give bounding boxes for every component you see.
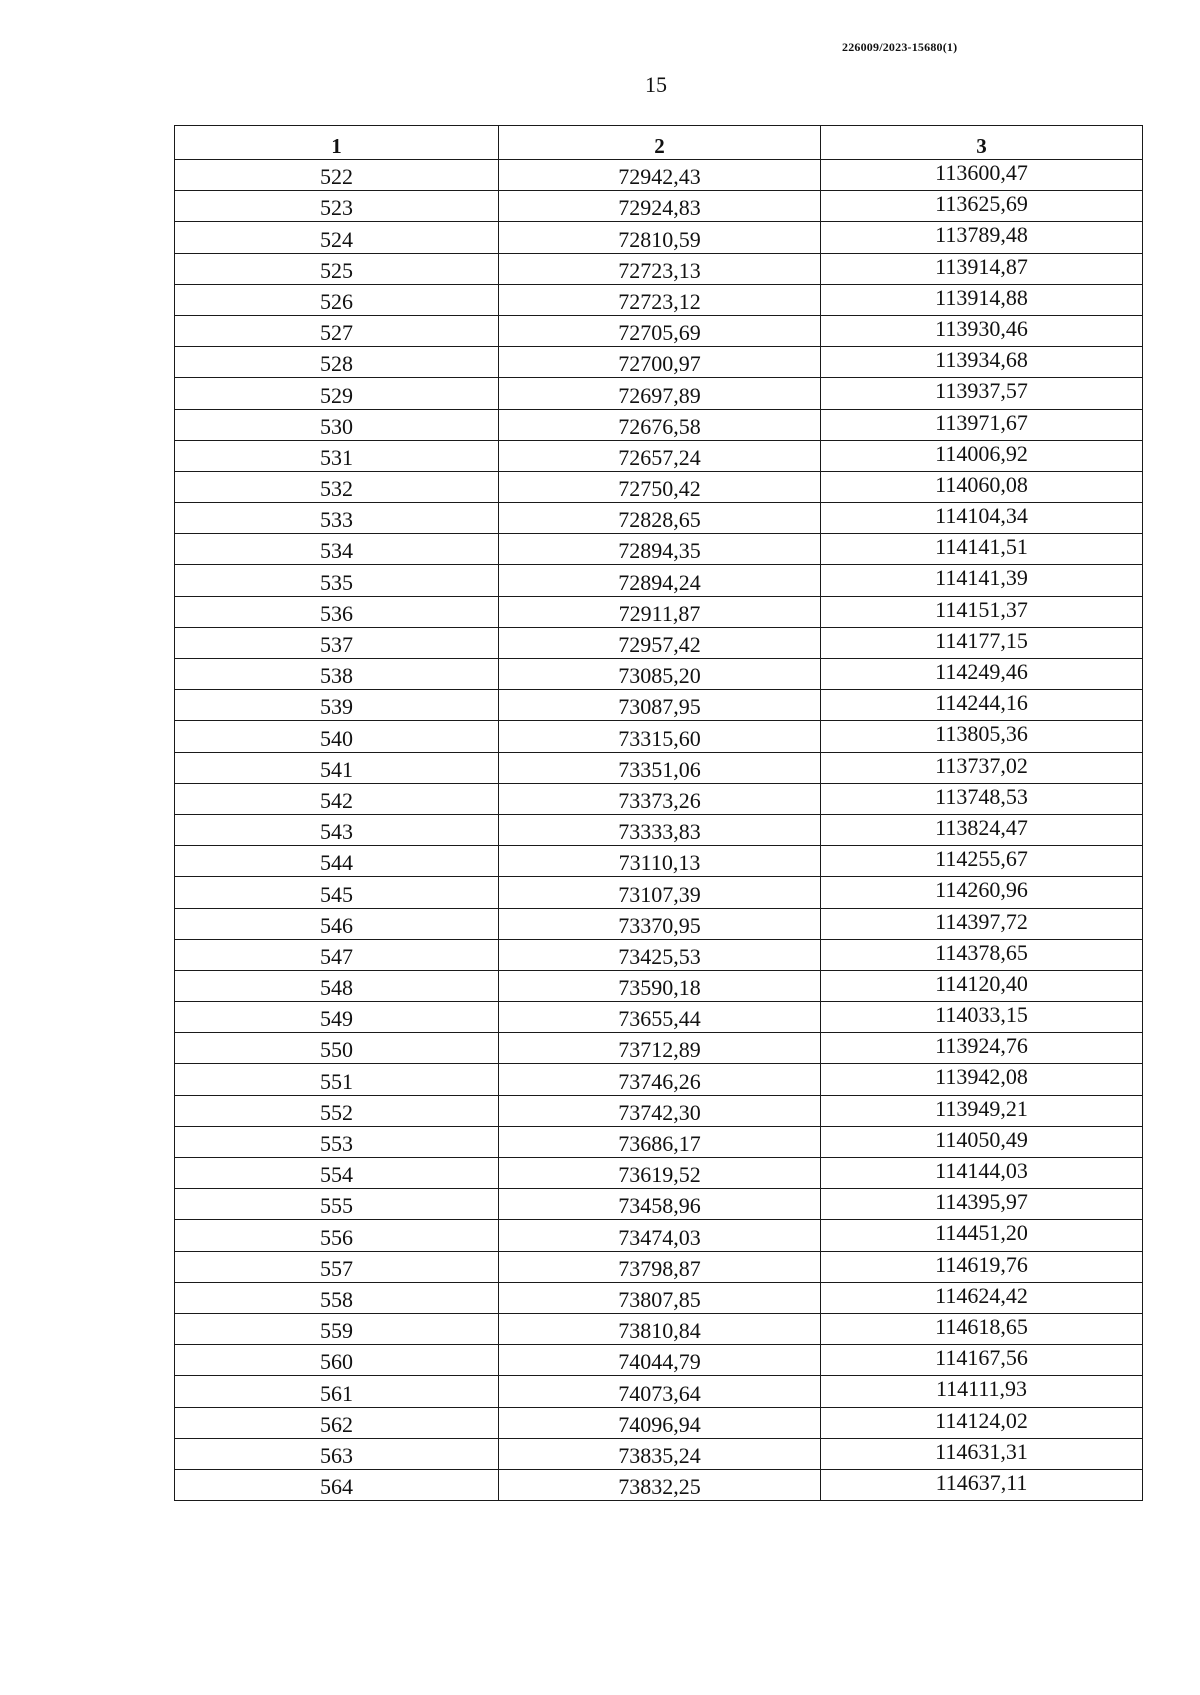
table-row [175, 191, 1143, 222]
table-cell-col-2: 73590,18 [499, 970, 821, 1001]
table-cell-col-1: 534 [175, 534, 499, 565]
table-cell-col-1: 536 [175, 596, 499, 627]
table-row [175, 1095, 1143, 1126]
table-cell-col-3: 114006,92 [821, 440, 1143, 471]
table-cell-col-1: 535 [175, 565, 499, 596]
table-cell-col-1: 532 [175, 471, 499, 502]
table-cell-col-2: 73085,20 [499, 659, 821, 690]
table-cell-col-3: 113748,53 [821, 783, 1143, 814]
table-row [175, 1158, 1143, 1189]
table-cell-col-2: 73351,06 [499, 752, 821, 783]
table-cell-col-1: 556 [175, 1220, 499, 1251]
header-row [175, 126, 1143, 160]
table-cell-col-1: 543 [175, 814, 499, 845]
table-row [175, 1126, 1143, 1157]
table-cell-col-3: 114060,08 [821, 471, 1143, 502]
table-cell-col-3: 113914,87 [821, 253, 1143, 284]
table-row [175, 440, 1143, 471]
table-cell-col-1: 562 [175, 1407, 499, 1438]
table-cell-col-3: 114255,67 [821, 846, 1143, 877]
table-cell-col-1: 554 [175, 1158, 499, 1189]
table-cell-col-2: 72700,97 [499, 347, 821, 378]
table-cell-col-2: 73425,53 [499, 939, 821, 970]
table-cell-col-1: 561 [175, 1376, 499, 1407]
table-cell-col-2: 73712,89 [499, 1033, 821, 1064]
table-cell-col-2: 73107,39 [499, 877, 821, 908]
table-cell-col-3: 114167,56 [821, 1345, 1143, 1376]
table-cell-col-3: 114144,03 [821, 1158, 1143, 1189]
coordinates-table [174, 125, 1143, 1501]
table-row [175, 284, 1143, 315]
table-cell-col-2: 72894,24 [499, 565, 821, 596]
table-row [175, 1220, 1143, 1251]
table-cell-col-3: 113924,76 [821, 1033, 1143, 1064]
table-cell-col-2: 73110,13 [499, 846, 821, 877]
table-cell-col-3: 113737,02 [821, 752, 1143, 783]
table-cell-col-3: 114378,65 [821, 939, 1143, 970]
table-row [175, 378, 1143, 409]
table-cell-col-1: 522 [175, 160, 499, 191]
table-cell-col-3: 113942,08 [821, 1064, 1143, 1095]
table-cell-col-3: 114619,76 [821, 1251, 1143, 1282]
table-row [175, 1189, 1143, 1220]
table-row [175, 1002, 1143, 1033]
table-cell-col-3: 114249,46 [821, 659, 1143, 690]
table-cell-col-2: 72911,87 [499, 596, 821, 627]
table-row [175, 970, 1143, 1001]
table-row [175, 565, 1143, 596]
table-cell-col-2: 73835,24 [499, 1438, 821, 1469]
table-cell-col-3: 114631,31 [821, 1438, 1143, 1469]
table-cell-col-3: 113930,46 [821, 315, 1143, 346]
table-cell-col-1: 533 [175, 503, 499, 534]
table-cell-col-2: 73655,44 [499, 1002, 821, 1033]
table-cell-col-2: 72657,24 [499, 440, 821, 471]
table-row [175, 1407, 1143, 1438]
table-cell-col-3: 114104,34 [821, 503, 1143, 534]
table-row [175, 752, 1143, 783]
table-row [175, 1438, 1143, 1469]
table-cell-col-3: 113934,68 [821, 347, 1143, 378]
table-cell-col-1: 530 [175, 409, 499, 440]
table-cell-col-2: 73315,60 [499, 721, 821, 752]
table-cell-col-3: 114151,37 [821, 596, 1143, 627]
table-cell-col-1: 541 [175, 752, 499, 783]
table-cell-col-1: 558 [175, 1282, 499, 1313]
table-cell-col-2: 72828,65 [499, 503, 821, 534]
table-cell-col-3: 113805,36 [821, 721, 1143, 752]
table-cell-col-3: 114618,65 [821, 1313, 1143, 1344]
table-cell-col-3: 114637,11 [821, 1469, 1143, 1500]
table-row [175, 596, 1143, 627]
table-cell-col-3: 114141,39 [821, 565, 1143, 596]
table-cell-col-1: 564 [175, 1469, 499, 1500]
table-cell-col-3: 114451,20 [821, 1220, 1143, 1251]
table-cell-col-2: 72697,89 [499, 378, 821, 409]
table-cell-col-2: 73807,85 [499, 1282, 821, 1313]
table-body [175, 160, 1143, 1501]
table-cell-col-3: 113971,67 [821, 409, 1143, 440]
table-row [175, 1469, 1143, 1500]
table-cell-col-2: 74073,64 [499, 1376, 821, 1407]
table-cell-col-1: 542 [175, 783, 499, 814]
table-cell-col-1: 560 [175, 1345, 499, 1376]
table-row [175, 1282, 1143, 1313]
table-row [175, 534, 1143, 565]
table-row [175, 1064, 1143, 1095]
table-cell-col-2: 72957,42 [499, 627, 821, 658]
table-cell-col-2: 73333,83 [499, 814, 821, 845]
table-cell-col-1: 548 [175, 970, 499, 1001]
table-cell-col-2: 72750,42 [499, 471, 821, 502]
table-cell-col-1: 551 [175, 1064, 499, 1095]
table-cell-col-3: 113914,88 [821, 284, 1143, 315]
table-cell-col-2: 72942,43 [499, 160, 821, 191]
table-cell-col-1: 525 [175, 253, 499, 284]
table-cell-col-2: 73798,87 [499, 1251, 821, 1282]
table-cell-col-2: 73746,26 [499, 1064, 821, 1095]
table-cell-col-1: 546 [175, 908, 499, 939]
column-header-2: 2 [499, 126, 821, 160]
table-cell-col-3: 113824,47 [821, 814, 1143, 845]
table-cell-col-2: 73619,52 [499, 1158, 821, 1189]
table-cell-col-3: 114177,15 [821, 627, 1143, 658]
table-cell-col-2: 73832,25 [499, 1469, 821, 1500]
table-cell-col-2: 73810,84 [499, 1313, 821, 1344]
table-cell-col-1: 550 [175, 1033, 499, 1064]
table-row [175, 939, 1143, 970]
table-row [175, 1251, 1143, 1282]
table-cell-col-1: 524 [175, 222, 499, 253]
table-cell-col-1: 545 [175, 877, 499, 908]
table-row [175, 347, 1143, 378]
table-row [175, 690, 1143, 721]
table-cell-col-1: 537 [175, 627, 499, 658]
table-cell-col-3: 114141,51 [821, 534, 1143, 565]
table-row [175, 908, 1143, 939]
table-cell-col-3: 114397,72 [821, 908, 1143, 939]
table-cell-col-3: 113937,57 [821, 378, 1143, 409]
table-cell-col-3: 113789,48 [821, 222, 1143, 253]
table-row [175, 1313, 1143, 1344]
table-cell-col-2: 73474,03 [499, 1220, 821, 1251]
table-row [175, 253, 1143, 284]
table-cell-col-3: 113949,21 [821, 1095, 1143, 1126]
table-cell-col-1: 540 [175, 721, 499, 752]
table-row [175, 222, 1143, 253]
table-cell-col-3: 114050,49 [821, 1126, 1143, 1157]
table-cell-col-2: 73370,95 [499, 908, 821, 939]
page-number: 15 [645, 72, 667, 97]
table-cell-col-1: 553 [175, 1126, 499, 1157]
table-row [175, 659, 1143, 690]
table-row [175, 315, 1143, 346]
table-row [175, 846, 1143, 877]
table-header [175, 126, 1143, 160]
table-cell-col-1: 526 [175, 284, 499, 315]
table-cell-col-1: 547 [175, 939, 499, 970]
table-cell-col-2: 74044,79 [499, 1345, 821, 1376]
table-cell-col-1: 555 [175, 1189, 499, 1220]
table-row [175, 877, 1143, 908]
table-cell-col-2: 72924,83 [499, 191, 821, 222]
table-cell-col-3: 114260,96 [821, 877, 1143, 908]
table-cell-col-1: 544 [175, 846, 499, 877]
table-cell-col-1: 523 [175, 191, 499, 222]
table-cell-col-1: 529 [175, 378, 499, 409]
table-cell-col-2: 73458,96 [499, 1189, 821, 1220]
table-row [175, 471, 1143, 502]
table-cell-col-3: 114120,40 [821, 970, 1143, 1001]
table-cell-col-2: 72676,58 [499, 409, 821, 440]
table-cell-col-1: 539 [175, 690, 499, 721]
table-cell-col-2: 72723,13 [499, 253, 821, 284]
table-row [175, 1376, 1143, 1407]
table-cell-col-1: 531 [175, 440, 499, 471]
table-cell-col-2: 73742,30 [499, 1095, 821, 1126]
table-cell-col-1: 563 [175, 1438, 499, 1469]
table-cell-col-3: 114033,15 [821, 1002, 1143, 1033]
document-code: 226009/2023-15680(1) [842, 40, 958, 54]
table-row [175, 783, 1143, 814]
table-cell-col-3: 114624,42 [821, 1282, 1143, 1313]
table-cell-col-3: 114244,16 [821, 690, 1143, 721]
column-header-3: 3 [821, 126, 1143, 160]
table-cell-col-1: 557 [175, 1251, 499, 1282]
table-cell-col-3: 113600,47 [821, 160, 1143, 191]
table-cell-col-2: 72705,69 [499, 315, 821, 346]
table-cell-col-1: 559 [175, 1313, 499, 1344]
table-cell-col-1: 527 [175, 315, 499, 346]
table-row [175, 160, 1143, 191]
table-cell-col-1: 552 [175, 1095, 499, 1126]
table-row [175, 503, 1143, 534]
table-row [175, 814, 1143, 845]
table-cell-col-2: 72723,12 [499, 284, 821, 315]
column-header-1: 1 [175, 126, 499, 160]
table-cell-col-2: 73087,95 [499, 690, 821, 721]
table-row [175, 1345, 1143, 1376]
table-cell-col-2: 74096,94 [499, 1407, 821, 1438]
table-cell-col-2: 73686,17 [499, 1126, 821, 1157]
table-cell-col-3: 113625,69 [821, 191, 1143, 222]
table-cell-col-1: 528 [175, 347, 499, 378]
table-cell-col-3: 114124,02 [821, 1407, 1143, 1438]
table-row [175, 721, 1143, 752]
table-row [175, 627, 1143, 658]
table-cell-col-3: 114395,97 [821, 1189, 1143, 1220]
table-cell-col-2: 72810,59 [499, 222, 821, 253]
table-cell-col-1: 538 [175, 659, 499, 690]
table-row [175, 1033, 1143, 1064]
table-cell-col-2: 73373,26 [499, 783, 821, 814]
table-row [175, 409, 1143, 440]
table-cell-col-1: 549 [175, 1002, 499, 1033]
table-cell-col-2: 72894,35 [499, 534, 821, 565]
table-cell-col-3: 114111,93 [821, 1376, 1143, 1407]
